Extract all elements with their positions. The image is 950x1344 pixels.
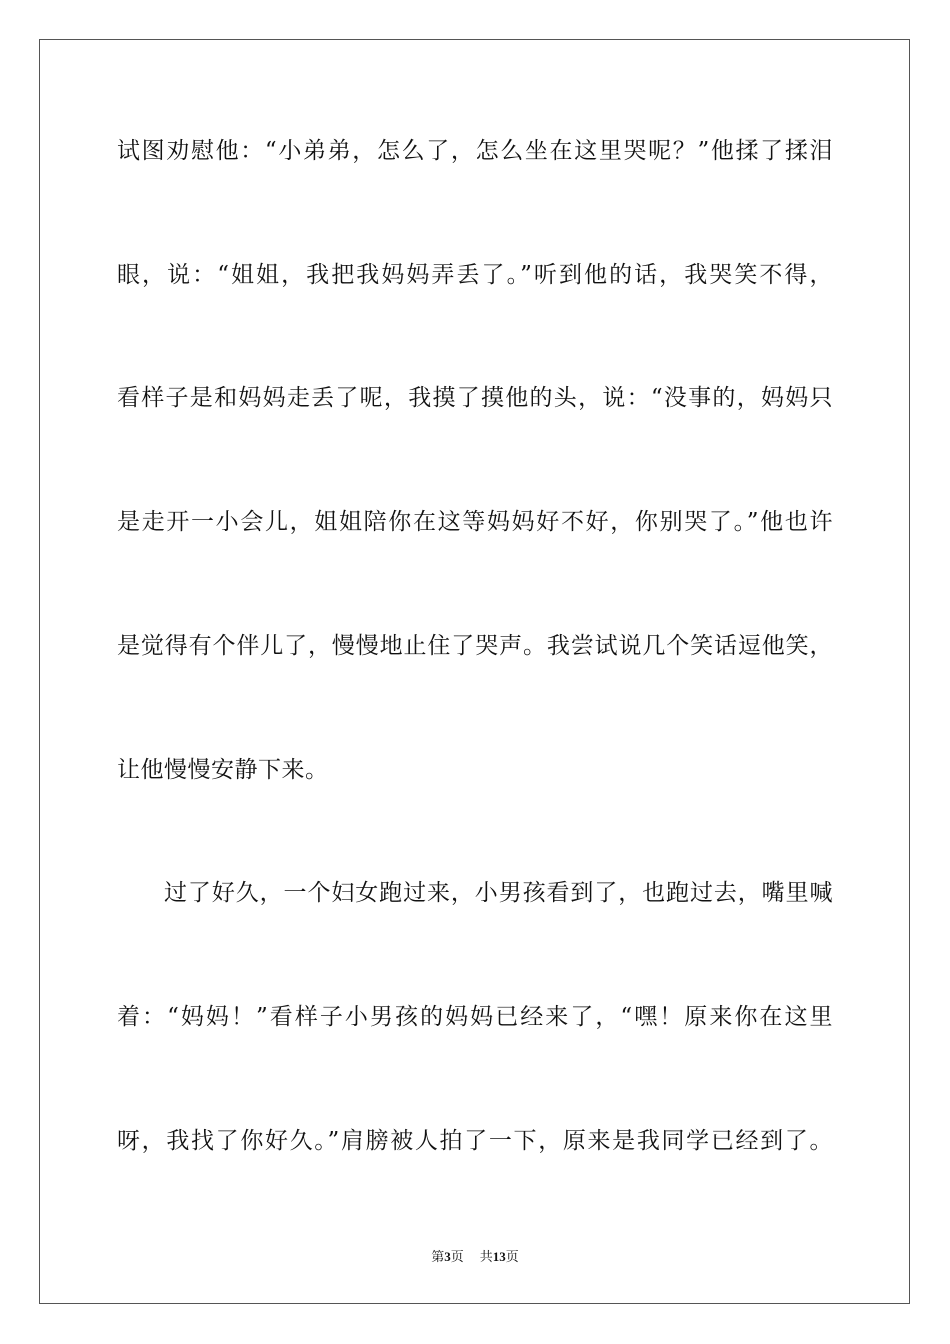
body-text-line: 眼，说：“姐姐，我把我妈妈弄丢了。”听到他的话，我哭笑不得， (117, 262, 833, 288)
page-number: 3 (444, 1249, 451, 1264)
body-text-line: 看样子是和妈妈走丢了呢，我摸了摸他的头，说：“没事的，妈妈只 (117, 385, 833, 411)
total-label-prefix: 共 (479, 1249, 493, 1264)
body-text-line: 是觉得有个伴儿了，慢慢地止住了哭声。我尝试说几个笑话逗他笑， (117, 633, 833, 659)
page-label-prefix: 第 (431, 1249, 445, 1264)
body-text-line: 试图劝慰他：“小弟弟，怎么了，怎么坐在这里哭呢？”他揉了揉泪 (117, 138, 833, 164)
total-label-suffix: 页 (505, 1249, 519, 1264)
page-label-suffix: 页 (450, 1249, 464, 1264)
body-text-line: 着：“妈妈！”看样子小男孩的妈妈已经来了，“嘿！原来你在这里 (117, 1004, 833, 1030)
body-text-line: 让他慢慢安静下来。 (117, 757, 329, 783)
body-text-line: 是走开一小会儿，姐姐陪你在这等妈妈好不好，你别哭了。”他也许 (117, 509, 833, 535)
page-frame (39, 39, 910, 1304)
total-pages: 13 (492, 1249, 506, 1264)
body-text-line: 呀，我找了你好久。”肩膀被人拍了一下，原来是我同学已经到了。 (117, 1128, 833, 1154)
page-footer (0, 1248, 950, 1266)
paragraph-first-line: 过了好久，一个妇女跑过来，小男孩看到了，也跑过去，嘴里喊 (164, 880, 833, 906)
